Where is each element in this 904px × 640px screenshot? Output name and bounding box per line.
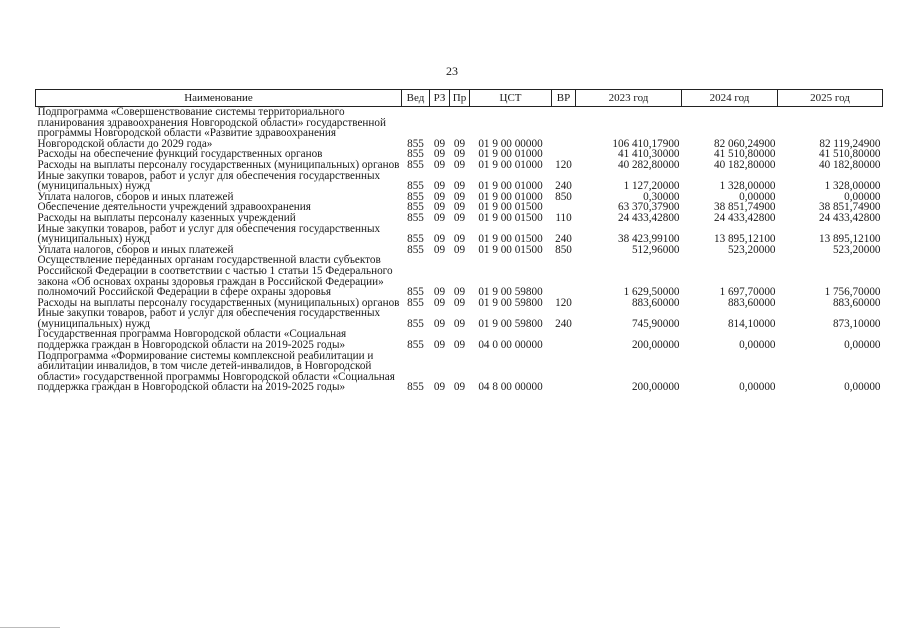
row-rz: 09 [433,211,446,224]
row-vr [552,255,576,297]
table-row [36,351,883,393]
row-name: Уплата налогов, сборов и иных платежей [37,243,234,256]
row-amount-2023: 883,60000 [631,296,680,309]
header-2023: 2023 год [576,90,682,107]
row-amount-2024: 523,20000 [727,243,776,256]
row-amount-2024: 1 697,70000 [719,286,776,299]
header-rz: РЗ [430,90,450,107]
row-cst: 01 9 00 00000 [478,137,543,150]
row-rz: 09 [433,339,446,352]
row-amount-2025: 13 895,12100 [818,233,881,246]
row-cst: 01 9 00 01500 [478,211,543,224]
row-pr: 09 [453,233,466,246]
row-vr: 850 [555,243,572,256]
row-rz: 09 [433,180,446,193]
row-cst: 01 9 00 59800 [478,296,543,309]
row-rz: 09 [433,243,446,256]
row-cst: 01 9 00 01000 [478,158,543,171]
row-amount-2023: 1 127,20000 [623,180,680,193]
row-amount-2023: 1 629,50000 [623,286,680,299]
row-vr: 240 [555,233,572,246]
row-rz: 09 [433,158,446,171]
row-amount-2023: 41 410,30000 [617,148,680,161]
row-amount-2024: 40 182,80000 [713,158,776,171]
row-pr: 09 [453,190,466,203]
table-row [36,308,883,329]
table-row [36,224,883,245]
row-amount-2024: 41 510,80000 [713,148,776,161]
row-name: Государственная программа Новгородской области «Социальная поддержка граждан в Новгородской области на 2019-2025 годы» [37,328,347,352]
row-amount-2023: 745,90000 [631,317,680,330]
row-pr: 09 [453,201,466,214]
table-row [36,160,883,171]
row-pr: 09 [453,296,466,309]
row-name: Иные закупки товаров, работ и услуг для обеспечения государственных (муниципальных) нужд [37,307,381,330]
row-pr: 09 [453,148,466,161]
row-pr: 09 [453,243,466,256]
row-name: Расходы на выплаты персоналу государственных (муниципальных) органов [37,158,400,171]
row-name: Иные закупки товаров, работ и услуг для обеспечения государственных (муниципальных) нужд [37,222,381,246]
row-pr: 09 [453,211,466,224]
row-vr: 110 [555,211,572,224]
row-amount-2025: 1 756,70000 [824,286,881,299]
table-header-row [36,90,883,107]
row-pr: 09 [453,286,466,299]
header-vr: ВР [552,90,576,107]
row-pr: 09 [453,317,466,330]
row-name: Осуществление переданных органам государственной власти субъектов Российской Федерации в соответствии с частью 1 статьи 15 Федерального закона «Об основах охраны здоровья граждан в Российской Федерации» полномочий Российской Федерации в сфере охраны здоровья [37,254,393,299]
row-vr [552,107,576,150]
row-vr: 120 [555,158,572,171]
row-name: Расходы на обеспечение функций государственных органов [37,148,323,161]
row-amount-2024: 1 328,00000 [719,180,776,193]
row-pr: 09 [453,158,466,171]
page-number: 23 [446,64,458,78]
header-name: Наименование [36,90,402,107]
row-ved: 855 [407,148,424,161]
row-amount-2025: 41 510,80000 [818,148,881,161]
row-rz: 09 [433,148,446,161]
row-name: Расходы на выплаты персоналу казенных учреждений [37,211,296,224]
row-name: Иные закупки товаров, работ и услуг для обеспечения государственных (муниципальных) нужд [37,169,381,193]
row-cst: 01 9 00 01000 [478,190,543,203]
row-amount-2023: 24 433,42800 [617,211,680,224]
row-cst: 01 9 00 01500 [478,201,543,214]
row-amount-2024: 0,00000 [739,339,776,352]
row-ved: 855 [407,317,424,330]
row-ved: 855 [407,286,424,299]
row-cst: 01 9 00 01500 [478,243,543,256]
header-pr: Пр [450,90,470,107]
row-amount-2023: 38 423,99100 [617,233,680,246]
row-rz: 09 [433,190,446,203]
table-row [36,171,883,192]
row-amount-2023: 0,30000 [643,190,680,203]
row-amount-2025: 38 851,74900 [818,201,881,214]
row-amount-2024: 13 895,12100 [713,233,776,246]
table-body [36,107,883,394]
row-cst: 01 9 00 01500 [478,233,543,246]
row-vr [552,351,576,393]
row-ved: 855 [407,158,424,171]
row-amount-2024: 0,00000 [739,190,776,203]
row-amount-2023: 512,96000 [631,243,680,256]
row-name: Обеспечение деятельности учреждений здравоохранения [37,201,311,214]
row-name: Уплата налогов, сборов и иных платежей [37,190,234,203]
row-name: Расходы на выплаты персоналу государственных (муниципальных) органов [37,296,400,309]
row-ved: 855 [407,137,424,150]
row-amount-2025: 0,00000 [844,381,881,394]
row-pr: 09 [453,339,466,352]
row-cst: 01 9 00 59800 [478,286,543,299]
row-pr: 09 [453,137,466,150]
row-rz: 09 [433,296,446,309]
row-amount-2023: 40 282,80000 [617,158,680,171]
row-cst: 04 8 00 00000 [478,381,543,394]
table-row [36,213,883,224]
row-amount-2023: 106 410,17900 [612,137,680,150]
row-ved: 855 [407,201,424,214]
table-row [36,329,883,350]
row-ved: 855 [407,211,424,224]
row-ved: 855 [407,233,424,246]
row-amount-2025: 873,10000 [832,317,881,330]
row-ved: 855 [407,180,424,193]
row-rz: 09 [433,317,446,330]
row-ved: 855 [407,190,424,203]
row-rz: 09 [433,201,446,214]
row-ved: 855 [407,339,424,352]
row-pr: 09 [453,180,466,193]
row-amount-2024: 814,10000 [727,317,776,330]
header-2025: 2025 год [778,90,883,107]
row-vr [552,329,576,350]
row-cst: 01 9 00 01000 [478,148,543,161]
row-rz: 09 [433,286,446,299]
row-amount-2025: 1 328,00000 [824,180,881,193]
row-amount-2025: 82 119,24900 [819,137,881,150]
budget-table [35,89,883,393]
row-amount-2024: 38 851,74900 [713,201,776,214]
table-row [36,107,883,150]
row-amount-2025: 0,00000 [844,190,881,203]
row-amount-2025: 24 433,42800 [818,211,881,224]
row-amount-2024: 0,00000 [739,381,776,394]
row-ved: 855 [407,381,424,394]
row-amount-2025: 883,60000 [832,296,881,309]
row-amount-2024: 883,60000 [727,296,776,309]
row-amount-2024: 82 060,24900 [713,137,776,150]
row-amount-2025: 0,00000 [844,339,881,352]
row-amount-2023: 200,00000 [631,339,680,352]
header-cst: ЦСТ [470,90,552,107]
row-pr: 09 [453,381,466,394]
row-amount-2023: 63 370,37900 [617,201,680,214]
row-amount-2024: 24 433,42800 [713,211,776,224]
header-ved: Вед [402,90,430,107]
row-cst: 01 9 00 01000 [478,180,543,193]
row-cst: 04 0 00 00000 [478,339,543,352]
row-ved: 855 [407,296,424,309]
row-amount-2025: 40 182,80000 [818,158,881,171]
scan-edge-mark [0,627,60,628]
row-amount-2023: 200,00000 [631,381,680,394]
row-vr: 120 [555,296,572,309]
row-rz: 09 [433,233,446,246]
row-vr: 240 [555,317,572,330]
table-row [36,255,883,297]
row-amount-2025: 523,20000 [832,243,881,256]
row-name: Подпрограмма «Формирование системы комплексной реабилитации и абилитации инвалидов, в том числе детей-инвалидов, в Новгородской области» государственной программы Новгородской области «Социальная поддержка граждан в Новгородской области на 2019-2025 годы» [37,349,395,394]
row-ved: 855 [407,243,424,256]
row-rz: 09 [433,137,446,150]
header-2024: 2024 год [682,90,778,107]
row-rz: 09 [433,381,446,394]
row-vr: 240 [555,180,572,193]
row-vr: 850 [555,190,572,203]
row-cst: 01 9 00 59800 [478,317,543,330]
row-name: Подпрограмма «Совершенствование системы территориального планирования здравоохранения Новгородской области» государственной программы Новгородской области «Развитие здравоохранения Новгородской области до 2029 года» [37,106,386,150]
